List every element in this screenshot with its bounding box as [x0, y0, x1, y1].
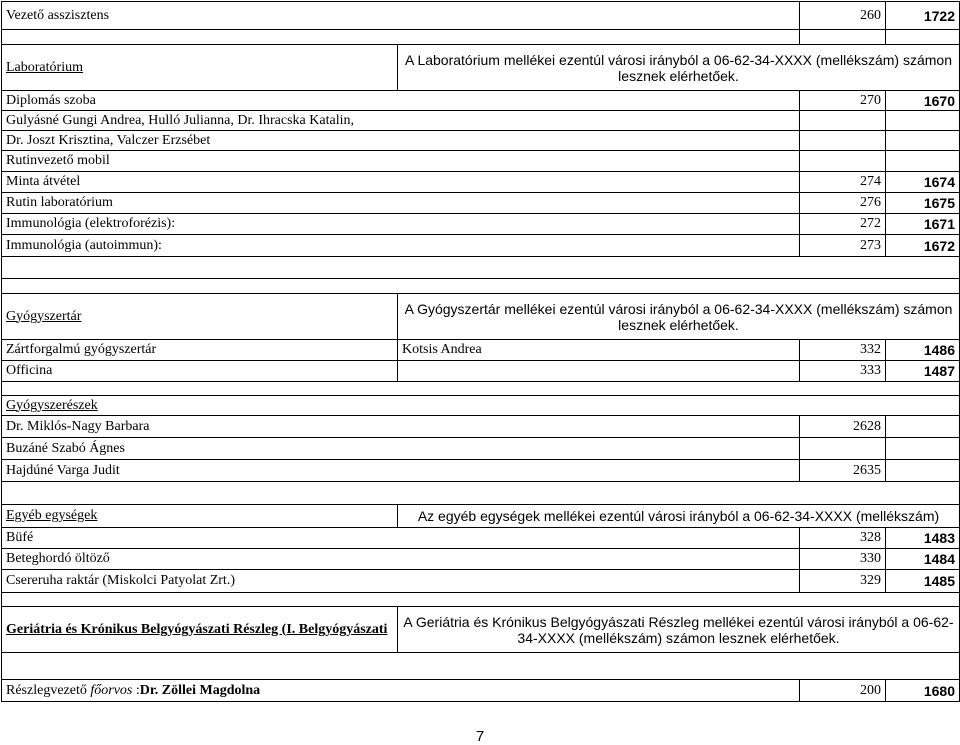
row-name: Minta átvétel: [2, 172, 800, 193]
row-number: 1484: [886, 549, 960, 570]
row-person: Kotsis Andrea: [398, 340, 800, 361]
row-number: 1671: [886, 214, 960, 235]
row-extension: 273: [800, 235, 886, 257]
row-extension: 2635: [800, 460, 886, 482]
person-name: Dr. Zöllei Magdolna: [139, 682, 261, 698]
row-number: 1670: [886, 91, 960, 111]
row-name: Büfé: [2, 528, 800, 549]
row-number: 1675: [886, 193, 960, 214]
row-name: Csereruha raktár (Miskolci Patyolat Zrt.): [2, 570, 800, 593]
row-staff-1: [2, 111, 960, 131]
row-buzane: [2, 438, 960, 460]
row-number: 1486: [886, 340, 960, 361]
row-rutin-laboratorium: [2, 193, 960, 214]
subsection-title: Gyógyszerészek: [2, 396, 960, 416]
row-number: 1483: [886, 528, 960, 549]
row-name: [2, 680, 800, 702]
row-extension: 270: [800, 91, 886, 111]
row-extension: 328: [800, 528, 886, 549]
row-miklos-nagy: [2, 416, 960, 438]
row-extension: 274: [800, 172, 886, 193]
row-beteghordo: [2, 549, 960, 570]
section-title: Gyógyszertár: [2, 294, 398, 340]
phone-directory-table: [1, 1, 960, 702]
row-name: Buzáné Szabó Ágnes: [2, 438, 800, 460]
role-title: főorvos: [90, 682, 133, 698]
row-hajdune: [2, 460, 960, 482]
row-diplomas-szoba: [2, 91, 960, 111]
section-title: Laboratórium: [2, 45, 398, 91]
row-immuno-auto: [2, 235, 960, 257]
row-name: Officina: [2, 361, 398, 382]
section-notice: A Laboratórium mellékei ezentúl városi irányból a 06-62-34-XXXX (mellékszám) számon lesznek elérhetőek.: [398, 45, 960, 91]
row-extension: 260: [800, 2, 886, 30]
row-extension: 272: [800, 214, 886, 235]
row-name: Gulyásné Gungi Andrea, Hulló Julianna, Dr. Ihracska Katalin,: [2, 111, 800, 131]
row-extension: 2628: [800, 416, 886, 438]
section-notice: Az egyéb egységek mellékei ezentúl városi irányból a 06-62-34-XXXX (mellékszám): [398, 505, 960, 528]
section-notice: A Gyógyszertár mellékei ezentúl városi irányból a 06-62-34-XXXX (mellékszám) számon lesznek elérhetőek.: [398, 294, 960, 340]
row-extension: 276: [800, 193, 886, 214]
row-bufe: [2, 528, 960, 549]
row-rutinvezeto: [2, 151, 960, 172]
row-csereruha: [2, 570, 960, 593]
section-title: Egyéb egységek: [2, 505, 398, 528]
row-reszlegvezeto: [2, 680, 960, 702]
row-name: Rutinvezető mobil: [2, 151, 800, 172]
row-name: Rutin laboratórium: [2, 193, 800, 214]
row-gyogyszereszek: [2, 396, 960, 416]
section-laboratorium: [2, 45, 960, 91]
section-notice: A Geriátria és Krónikus Belgyógyászati Részleg mellékei ezentúl városi irányból a 06-62-34-XXXX (mellékszám) számon lesznek elérhetőek.: [398, 607, 960, 653]
role-colon: :: [132, 682, 140, 698]
row-number: 1674: [886, 172, 960, 193]
section-geriatria: [2, 607, 960, 653]
row-name: Diplomás szoba: [2, 91, 800, 111]
role-label: Részlegvezető: [6, 682, 91, 698]
row-name: Immunológia (elektroforézis):: [2, 214, 800, 235]
row-minta-atvetel: [2, 172, 960, 193]
section-title: Geriátria és Krónikus Belgyógyászati Részleg (I. Belgyógyászati: [2, 607, 398, 653]
row-officina: [2, 361, 960, 382]
section-gyogyszertar: [2, 294, 960, 340]
row-staff-2: [2, 131, 960, 151]
row-extension: 330: [800, 549, 886, 570]
row-number: 1672: [886, 235, 960, 257]
row-number: 1485: [886, 570, 960, 593]
row-name: Zártforgalmú gyógyszertár: [2, 340, 398, 361]
row-number: 1680: [886, 680, 960, 702]
row-name: Hajdúné Varga Judit: [2, 460, 800, 482]
row-name: Dr. Miklós-Nagy Barbara: [2, 416, 800, 438]
row-zartforgalmu: [2, 340, 960, 361]
page-number: 7: [475, 728, 485, 745]
row-name: Beteghordó öltöző: [2, 549, 800, 570]
row-extension: 329: [800, 570, 886, 593]
row-name: Vezető asszisztens: [2, 2, 800, 30]
row-name: Immunológia (autoimmun):: [2, 235, 800, 257]
row-number: 1487: [886, 361, 960, 382]
row-extension: 333: [800, 361, 886, 382]
row-immuno-elektro: [2, 214, 960, 235]
row-name: Dr. Joszt Krisztina, Valczer Erzsébet: [2, 131, 800, 151]
row-extension: 332: [800, 340, 886, 361]
row-extension: 200: [800, 680, 886, 702]
section-egyeb: [2, 505, 960, 528]
row-vezeto-asszisztens: [2, 2, 960, 30]
row-number: 1722: [886, 2, 960, 30]
